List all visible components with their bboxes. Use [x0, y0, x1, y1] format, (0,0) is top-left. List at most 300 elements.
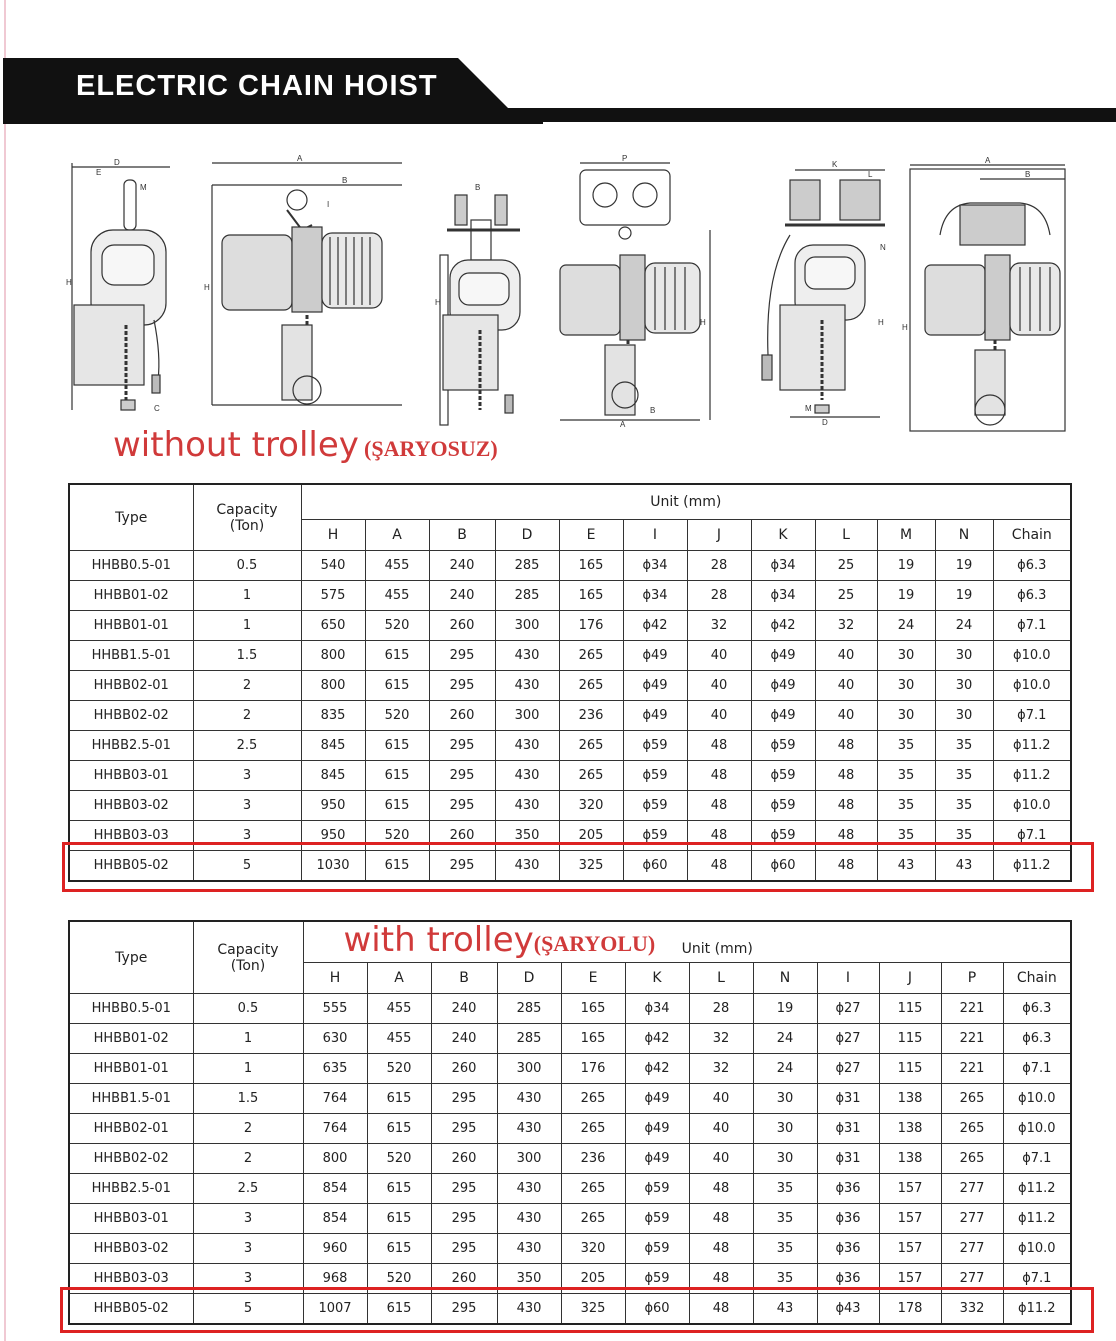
value-cell: 40 — [687, 641, 751, 671]
header-capacity-line1: Capacity — [217, 941, 279, 958]
value-cell: 295 — [431, 1234, 497, 1264]
table-row — [69, 551, 1071, 581]
column-header-m: M — [877, 520, 935, 551]
value-cell: 300 — [495, 611, 559, 641]
value-cell: ϕ59 — [623, 821, 687, 851]
value-cell: 615 — [367, 1204, 431, 1234]
value-cell: 35 — [753, 1264, 817, 1294]
drawing-2-label-h: H — [204, 283, 210, 292]
capacity-cell: 3 — [193, 1264, 303, 1294]
capacity-cell: 2.5 — [193, 731, 301, 761]
type-cell: HHBB05-02 — [69, 851, 193, 882]
value-cell: 430 — [495, 791, 559, 821]
value-cell: ϕ60 — [623, 851, 687, 882]
drawing-6-label-h: H — [902, 323, 908, 332]
table-row — [69, 1144, 1071, 1174]
value-cell: 28 — [687, 581, 751, 611]
value-cell: ϕ34 — [751, 581, 815, 611]
value-cell: 19 — [935, 581, 993, 611]
value-cell: 295 — [429, 641, 495, 671]
value-cell: 25 — [815, 581, 877, 611]
value-cell: 260 — [429, 701, 495, 731]
capacity-cell: 2 — [193, 1114, 303, 1144]
value-cell: 265 — [561, 1084, 625, 1114]
table-row — [69, 1174, 1071, 1204]
value-cell: ϕ34 — [623, 551, 687, 581]
value-cell: 650 — [301, 611, 365, 641]
page-title: ELECTRIC CHAIN HOIST — [76, 70, 438, 102]
value-cell: ϕ11.2 — [1003, 1204, 1071, 1234]
header-type: Type — [69, 484, 193, 551]
value-cell: 35 — [877, 731, 935, 761]
value-cell: 615 — [365, 791, 429, 821]
value-cell: ϕ49 — [623, 701, 687, 731]
capacity-cell: 1.5 — [193, 1084, 303, 1114]
type-cell: HHBB1.5-01 — [69, 1084, 193, 1114]
value-cell: 800 — [301, 671, 365, 701]
value-cell: 430 — [497, 1174, 561, 1204]
value-cell: 295 — [429, 731, 495, 761]
value-cell: ϕ7.1 — [1003, 1264, 1071, 1294]
value-cell: 240 — [431, 994, 497, 1024]
value-cell: 205 — [561, 1264, 625, 1294]
value-cell: ϕ59 — [751, 731, 815, 761]
value-cell: 35 — [877, 761, 935, 791]
value-cell: 40 — [689, 1114, 753, 1144]
caption-with-trolley — [343, 920, 660, 960]
value-cell: 430 — [495, 851, 559, 882]
type-cell: HHBB05-02 — [69, 1294, 193, 1325]
value-cell: 295 — [429, 671, 495, 701]
value-cell: ϕ31 — [817, 1144, 879, 1174]
value-cell: 845 — [301, 761, 365, 791]
value-cell: 520 — [367, 1264, 431, 1294]
capacity-cell: 3 — [193, 791, 301, 821]
value-cell: ϕ59 — [623, 761, 687, 791]
value-cell: 764 — [303, 1114, 367, 1144]
value-cell: 48 — [687, 761, 751, 791]
capacity-cell: 1 — [193, 1054, 303, 1084]
value-cell: ϕ11.2 — [1003, 1294, 1071, 1325]
drawing-5-label-h: H — [878, 318, 884, 327]
highlight-row-hhbb05-02-without-trolley — [62, 842, 1094, 892]
column-header-l: L — [689, 963, 753, 994]
value-cell: 285 — [497, 1024, 561, 1054]
value-cell: 157 — [879, 1174, 941, 1204]
value-cell: 277 — [941, 1204, 1003, 1234]
value-cell: ϕ42 — [625, 1054, 689, 1084]
value-cell: ϕ60 — [625, 1294, 689, 1325]
value-cell: 28 — [687, 551, 751, 581]
table-row — [69, 1084, 1071, 1114]
value-cell: 260 — [429, 611, 495, 641]
value-cell: 265 — [941, 1114, 1003, 1144]
drawing-5-label-m: M — [805, 404, 812, 413]
header-type: Type — [69, 921, 193, 994]
drawing-1-label-e: E — [96, 168, 102, 177]
value-cell: 615 — [365, 671, 429, 701]
value-cell: ϕ27 — [817, 1024, 879, 1054]
header-capacity-line2: (Ton) — [229, 517, 265, 534]
type-cell: HHBB03-02 — [69, 1234, 193, 1264]
value-cell: 1030 — [301, 851, 365, 882]
capacity-cell: 1 — [193, 581, 301, 611]
capacity-cell: 2 — [193, 1144, 303, 1174]
value-cell: 40 — [689, 1084, 753, 1114]
table-row — [69, 611, 1071, 641]
drawing-1-label-m: M — [140, 183, 147, 192]
value-cell: 285 — [495, 581, 559, 611]
value-cell: ϕ49 — [625, 1114, 689, 1144]
value-cell: 430 — [495, 731, 559, 761]
value-cell: ϕ31 — [817, 1114, 879, 1144]
type-cell: HHBB02-01 — [69, 1114, 193, 1144]
value-cell: 240 — [429, 581, 495, 611]
type-cell: HHBB03-03 — [69, 821, 193, 851]
table-row — [69, 1234, 1071, 1264]
value-cell: 221 — [941, 1024, 1003, 1054]
value-cell: 48 — [689, 1234, 753, 1264]
table-row — [69, 731, 1071, 761]
value-cell: 575 — [301, 581, 365, 611]
value-cell: ϕ42 — [623, 611, 687, 641]
value-cell: 295 — [431, 1204, 497, 1234]
value-cell: 24 — [753, 1024, 817, 1054]
value-cell: ϕ10.0 — [1003, 1084, 1071, 1114]
drawing-1-label-h: H — [66, 278, 72, 287]
value-cell: ϕ7.1 — [993, 821, 1071, 851]
capacity-cell: 3 — [193, 821, 301, 851]
drawing-5-label-l: L — [868, 170, 873, 179]
value-cell: 43 — [935, 851, 993, 882]
value-cell: 48 — [687, 821, 751, 851]
page-edge-line — [4, 0, 6, 1341]
value-cell: 265 — [941, 1144, 1003, 1174]
value-cell: 40 — [815, 641, 877, 671]
capacity-cell: 3 — [193, 761, 301, 791]
capacity-cell: 5 — [193, 851, 301, 882]
header-capacity — [193, 484, 301, 551]
value-cell: ϕ49 — [625, 1084, 689, 1114]
table-row — [69, 1024, 1071, 1054]
value-cell: ϕ11.2 — [1003, 1174, 1071, 1204]
value-cell: ϕ36 — [817, 1234, 879, 1264]
drawing-hoist-front — [66, 155, 176, 420]
value-cell: ϕ49 — [623, 641, 687, 671]
drawing-5-label-k: K — [832, 160, 838, 169]
value-cell: 35 — [753, 1174, 817, 1204]
value-cell: 30 — [753, 1114, 817, 1144]
caption-without-trolley-sub: (ŞARYOSUZ) — [364, 436, 498, 461]
technical-drawings — [60, 155, 1080, 440]
value-cell: 615 — [367, 1174, 431, 1204]
value-cell: ϕ36 — [817, 1174, 879, 1204]
value-cell: 28 — [689, 994, 753, 1024]
value-cell: 240 — [429, 551, 495, 581]
value-cell: 260 — [431, 1054, 497, 1084]
column-header-a: A — [365, 520, 429, 551]
drawing-5-label-d: D — [822, 418, 828, 425]
value-cell: 35 — [753, 1204, 817, 1234]
type-cell: HHBB2.5-01 — [69, 731, 193, 761]
value-cell: ϕ7.1 — [1003, 1144, 1071, 1174]
value-cell: ϕ59 — [623, 791, 687, 821]
value-cell: 138 — [879, 1114, 941, 1144]
column-header-k: K — [751, 520, 815, 551]
value-cell: ϕ59 — [751, 761, 815, 791]
value-cell: ϕ7.1 — [993, 701, 1071, 731]
value-cell: 350 — [497, 1264, 561, 1294]
value-cell: ϕ59 — [625, 1174, 689, 1204]
table-row — [69, 791, 1071, 821]
value-cell: 265 — [559, 731, 623, 761]
value-cell: 157 — [879, 1234, 941, 1264]
value-cell: ϕ59 — [625, 1204, 689, 1234]
value-cell: 615 — [367, 1114, 431, 1144]
value-cell: 430 — [497, 1114, 561, 1144]
column-header-b: B — [431, 963, 497, 994]
capacity-cell: 1.5 — [193, 641, 301, 671]
header-capacity — [193, 921, 303, 994]
table-without-trolley — [68, 483, 1072, 882]
column-header-j: J — [879, 963, 941, 994]
drawing-4-label-h: H — [700, 318, 706, 327]
drawing-4-label-p: P — [622, 155, 628, 163]
value-cell: 221 — [941, 1054, 1003, 1084]
value-cell: 43 — [877, 851, 935, 882]
value-cell: ϕ34 — [623, 581, 687, 611]
type-cell: HHBB01-02 — [69, 1024, 193, 1054]
drawing-1-label-d: D — [114, 158, 120, 167]
value-cell: 260 — [431, 1264, 497, 1294]
value-cell: 138 — [879, 1144, 941, 1174]
drawing-4-label-b: B — [650, 406, 656, 415]
column-header-h: H — [303, 963, 367, 994]
value-cell: 325 — [561, 1294, 625, 1325]
capacity-cell: 1 — [193, 611, 301, 641]
value-cell: 520 — [367, 1054, 431, 1084]
table-row — [69, 701, 1071, 731]
drawing-trolley-side — [550, 155, 720, 430]
drawing-4-label-a: A — [620, 420, 626, 429]
value-cell: 48 — [689, 1204, 753, 1234]
value-cell: 455 — [367, 1024, 431, 1054]
value-cell: 295 — [429, 761, 495, 791]
value-cell: 630 — [303, 1024, 367, 1054]
value-cell: 157 — [879, 1264, 941, 1294]
value-cell: 30 — [935, 671, 993, 701]
value-cell: 236 — [561, 1144, 625, 1174]
value-cell: 35 — [935, 791, 993, 821]
value-cell: 19 — [935, 551, 993, 581]
value-cell: 48 — [689, 1174, 753, 1204]
drawing-electric-trolley-side — [900, 155, 1075, 435]
value-cell: ϕ10.0 — [1003, 1114, 1071, 1144]
capacity-cell: 0.5 — [193, 551, 301, 581]
value-cell: 520 — [365, 821, 429, 851]
value-cell: ϕ43 — [817, 1294, 879, 1325]
value-cell: 854 — [303, 1204, 367, 1234]
value-cell: 520 — [367, 1144, 431, 1174]
value-cell: ϕ49 — [623, 671, 687, 701]
value-cell: 430 — [497, 1294, 561, 1325]
value-cell: 40 — [687, 701, 751, 731]
value-cell: 277 — [941, 1234, 1003, 1264]
type-cell: HHBB0.5-01 — [69, 994, 193, 1024]
value-cell: ϕ49 — [751, 641, 815, 671]
value-cell: 520 — [365, 701, 429, 731]
column-header-e: E — [561, 963, 625, 994]
value-cell: ϕ11.2 — [993, 731, 1071, 761]
value-cell: 43 — [753, 1294, 817, 1325]
value-cell: 265 — [941, 1084, 1003, 1114]
value-cell: 19 — [877, 581, 935, 611]
value-cell: 300 — [495, 701, 559, 731]
type-cell: HHBB0.5-01 — [69, 551, 193, 581]
value-cell: 835 — [301, 701, 365, 731]
value-cell: ϕ27 — [817, 1054, 879, 1084]
capacity-cell: 1 — [193, 1024, 303, 1054]
column-header-l: L — [815, 520, 877, 551]
column-header-e: E — [559, 520, 623, 551]
value-cell: 265 — [559, 761, 623, 791]
value-cell: 285 — [497, 994, 561, 1024]
column-header-d: D — [495, 520, 559, 551]
header-capacity-line2: (Ton) — [230, 957, 266, 974]
value-cell: 320 — [559, 791, 623, 821]
capacity-cell: 0.5 — [193, 994, 303, 1024]
type-cell: HHBB03-02 — [69, 791, 193, 821]
column-header-a: A — [367, 963, 431, 994]
value-cell: 35 — [935, 731, 993, 761]
drawing-2-label-a: A — [297, 155, 303, 163]
value-cell: 35 — [935, 761, 993, 791]
value-cell: 30 — [753, 1084, 817, 1114]
value-cell: 30 — [753, 1144, 817, 1174]
value-cell: 295 — [431, 1084, 497, 1114]
value-cell: ϕ36 — [817, 1264, 879, 1294]
value-cell: ϕ42 — [751, 611, 815, 641]
value-cell: 30 — [935, 701, 993, 731]
value-cell: 48 — [687, 791, 751, 821]
value-cell: 19 — [877, 551, 935, 581]
value-cell: 32 — [689, 1054, 753, 1084]
value-cell: 615 — [367, 1084, 431, 1114]
value-cell: 19 — [753, 994, 817, 1024]
value-cell: 968 — [303, 1264, 367, 1294]
column-header-k: K — [625, 963, 689, 994]
drawing-6-label-a: A — [985, 156, 991, 165]
value-cell: 30 — [877, 671, 935, 701]
value-cell: 332 — [941, 1294, 1003, 1325]
value-cell: 32 — [815, 611, 877, 641]
value-cell: 221 — [941, 994, 1003, 1024]
header-unit: Unit (mm) — [681, 941, 753, 957]
value-cell: 615 — [367, 1294, 431, 1325]
value-cell: 300 — [497, 1054, 561, 1084]
header-rule — [503, 108, 1116, 122]
value-cell: ϕ10.0 — [993, 641, 1071, 671]
column-header-chain: Chain — [993, 520, 1071, 551]
capacity-cell: 2.5 — [193, 1174, 303, 1204]
value-cell: 165 — [561, 1024, 625, 1054]
table-row — [69, 671, 1071, 701]
column-header-i: I — [623, 520, 687, 551]
table-row — [69, 641, 1071, 671]
value-cell: 40 — [689, 1144, 753, 1174]
value-cell: 48 — [815, 821, 877, 851]
column-header-n: N — [753, 963, 817, 994]
drawing-5-label-n: N — [880, 243, 886, 252]
value-cell: ϕ59 — [751, 791, 815, 821]
column-header-d: D — [497, 963, 561, 994]
value-cell: 845 — [301, 731, 365, 761]
value-cell: 430 — [497, 1204, 561, 1234]
type-cell: HHBB01-01 — [69, 611, 193, 641]
value-cell: ϕ59 — [623, 731, 687, 761]
value-cell: 25 — [815, 551, 877, 581]
value-cell: 295 — [431, 1114, 497, 1144]
value-cell: 800 — [301, 641, 365, 671]
value-cell: 138 — [879, 1084, 941, 1114]
value-cell: ϕ10.0 — [993, 791, 1071, 821]
value-cell: 295 — [431, 1174, 497, 1204]
value-cell: 24 — [753, 1054, 817, 1084]
type-cell: HHBB02-01 — [69, 671, 193, 701]
drawing-6-label-b: B — [1025, 170, 1031, 179]
value-cell: ϕ49 — [625, 1144, 689, 1174]
caption-with-trolley-sub: (ŞARYOLU) — [533, 931, 656, 956]
caption-without-trolley-main: without trolley — [113, 425, 359, 465]
value-cell: 455 — [365, 581, 429, 611]
table-row — [69, 581, 1071, 611]
capacity-cell: 2 — [193, 701, 301, 731]
type-cell: HHBB03-01 — [69, 761, 193, 791]
value-cell: ϕ59 — [751, 821, 815, 851]
value-cell: 178 — [879, 1294, 941, 1325]
value-cell: ϕ7.1 — [1003, 1054, 1071, 1084]
value-cell: ϕ6.3 — [1003, 1024, 1071, 1054]
value-cell: 430 — [495, 641, 559, 671]
value-cell: ϕ27 — [817, 994, 879, 1024]
type-cell: HHBB03-01 — [69, 1204, 193, 1234]
column-header-j: J — [687, 520, 751, 551]
value-cell: ϕ49 — [751, 701, 815, 731]
column-header-b: B — [429, 520, 495, 551]
capacity-cell: 3 — [193, 1204, 303, 1234]
value-cell: 157 — [879, 1204, 941, 1234]
table-row — [69, 994, 1071, 1024]
value-cell: 520 — [365, 611, 429, 641]
value-cell: 35 — [877, 821, 935, 851]
value-cell: 950 — [301, 791, 365, 821]
value-cell: ϕ31 — [817, 1084, 879, 1114]
table-with-trolley — [68, 920, 1072, 1325]
column-header-h: H — [301, 520, 365, 551]
value-cell: 115 — [879, 1024, 941, 1054]
value-cell: 854 — [303, 1174, 367, 1204]
capacity-cell: 3 — [193, 1234, 303, 1264]
value-cell: 35 — [935, 821, 993, 851]
value-cell: ϕ11.2 — [993, 851, 1071, 882]
value-cell: 295 — [429, 851, 495, 882]
value-cell: 30 — [935, 641, 993, 671]
value-cell: ϕ34 — [625, 994, 689, 1024]
value-cell: 277 — [941, 1174, 1003, 1204]
value-cell: ϕ10.0 — [993, 671, 1071, 701]
value-cell: 615 — [365, 641, 429, 671]
type-cell: HHBB02-02 — [69, 1144, 193, 1174]
